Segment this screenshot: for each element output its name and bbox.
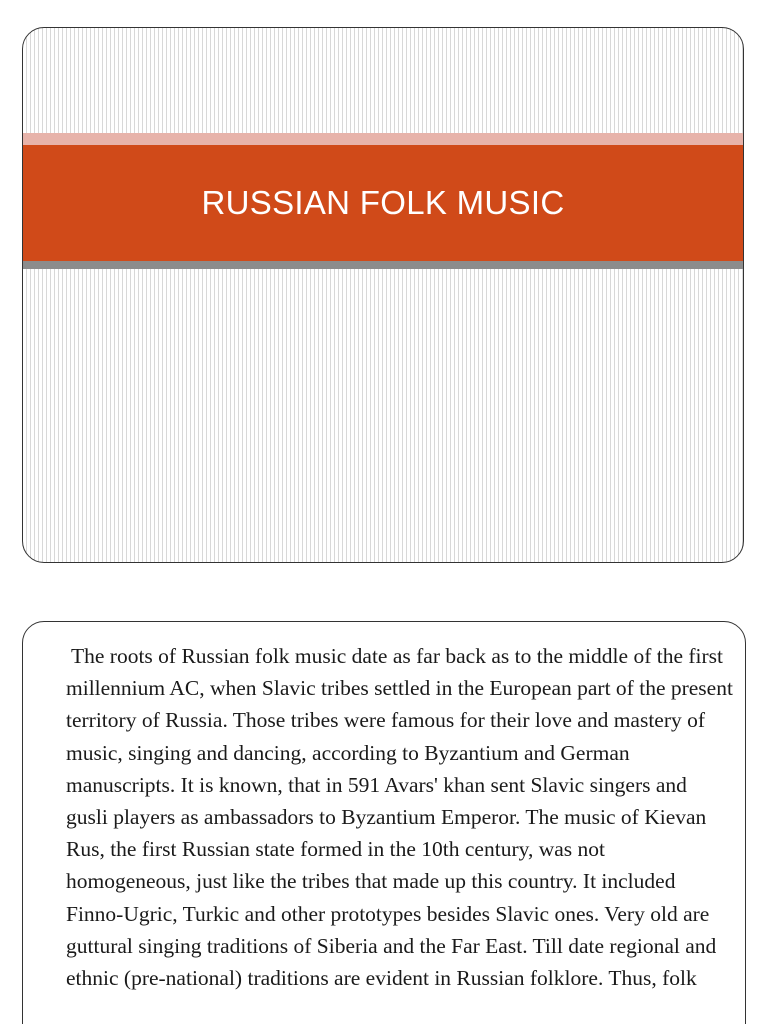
slide-title: RUSSIAN FOLK MUSIC bbox=[201, 184, 565, 221]
title-band bbox=[23, 145, 743, 261]
slide-body-text: The roots of Russian folk music date as far back as to the middle of the first millennium AC, when Slavic tribes settled in the European part of the present territory of Russia. Those tribes were famous for their love and mastery of music, singing and dancing, according to Byzantium and German manuscripts. It is known, that in 591 Avars' khan sent Slavic singers and gusli players as ambassadors to Byzantium Emperor. The music of Kievan Rus, the first Russian state formed in the 10th century, was not homogeneous, just like the tribes that made up this country. It included Finno-Ugric, Turkic and other prototypes besides Slavic ones. Very old are guttural singing traditions of Siberia and the Far East. Till date regional and ethnic (pre-national) traditions are evident in Russian folklore. Thus, folk bbox=[66, 644, 733, 991]
title-band-top-stripe bbox=[23, 133, 743, 145]
text-slide bbox=[22, 621, 746, 1024]
title-slide bbox=[22, 27, 744, 563]
title-band-bottom-stripe bbox=[23, 261, 743, 269]
